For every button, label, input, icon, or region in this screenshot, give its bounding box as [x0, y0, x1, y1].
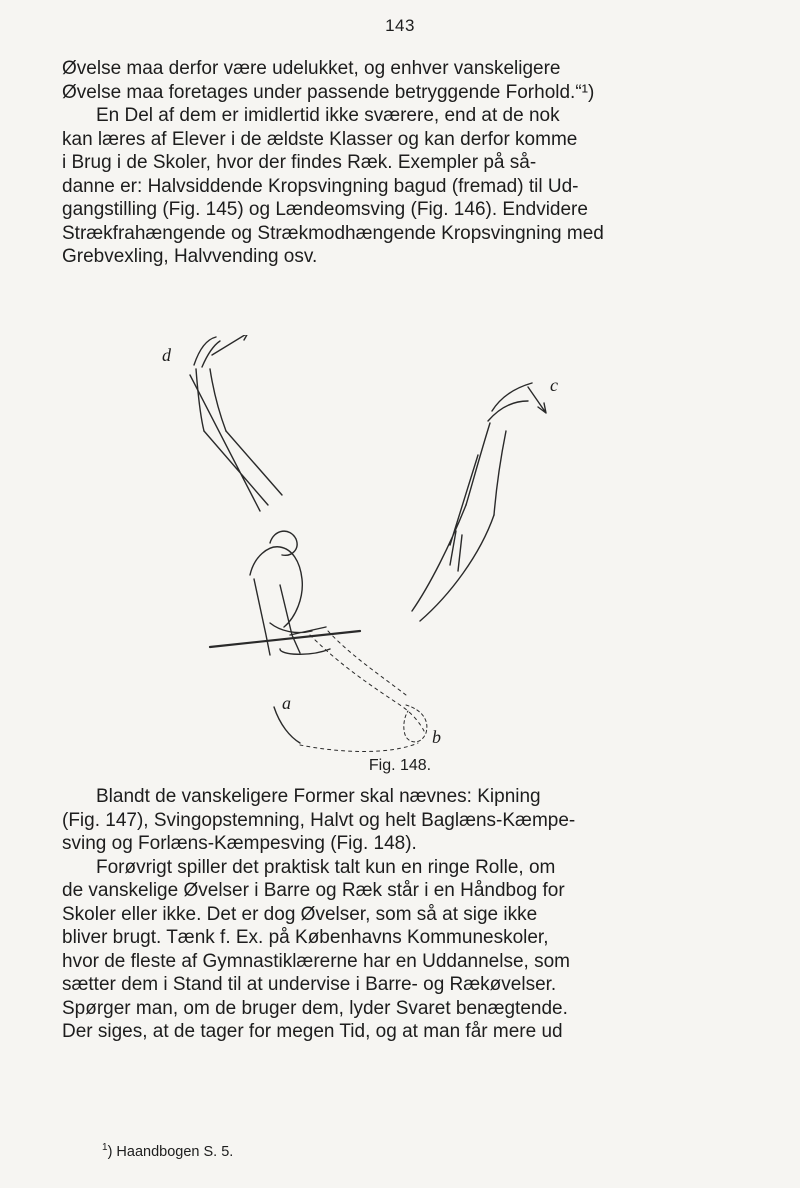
- text-line: i Brug i de Skoler, hvor der findes Ræk. Exempler på så-: [62, 152, 537, 173]
- figure-d-arms: [190, 375, 282, 511]
- figure-d-body: [196, 369, 226, 431]
- text-line: de vanskelige Øvelser i Barre og Ræk står i en Håndbog for: [62, 880, 565, 901]
- text-line: sætter dem i Stand til at undervise i Barre- og Rækøvelser.: [62, 974, 557, 995]
- text-line: gangstilling (Fig. 145) og Lændeomsving (Fig. 146). Endvidere: [62, 199, 588, 220]
- text-line: En Del af dem er imidlertid ikke sværere, end at de nok: [96, 105, 560, 126]
- footnote-marker: 1: [102, 1142, 108, 1153]
- horizontal-bar: [210, 631, 360, 647]
- text-line: (Fig. 147), Svingopstemning, Halvt og helt Baglæns-Kæmpe-: [62, 809, 576, 831]
- text-line: Grebvexling, Halvvending osv.: [62, 246, 318, 267]
- text-line: sving og Forlæns-Kæmpesving (Fig. 148).: [62, 833, 417, 854]
- figure-center-torso: [250, 547, 302, 627]
- bar-support: [280, 649, 330, 654]
- swing-path: [328, 631, 406, 695]
- text-line: hvor de fleste af Gymnastiklærerne har en Uddannelse, som: [62, 950, 570, 972]
- label-c: c: [550, 375, 558, 395]
- text-line: Strækfrahængende og Strækmodhængende Kropsvingning med: [62, 222, 604, 244]
- footnote: [102, 1142, 233, 1160]
- figure-c-body: [466, 423, 506, 515]
- paragraph-top: [62, 57, 762, 269]
- text-line: bliver brugt. Tænk f. Ex. på Københavns Kommuneskoler,: [62, 927, 549, 948]
- label-d: d: [162, 345, 171, 365]
- page-number: 143: [385, 16, 415, 35]
- text-line: Øvelse maa foretages under passende betryggende Forhold.“¹): [62, 81, 595, 103]
- label-a: a: [282, 693, 291, 713]
- figure-c-arrow: [528, 387, 546, 413]
- figure-caption: Fig. 148.: [368, 757, 432, 774]
- text-line: danne er: Halvsiddende Kropsvingning bagud (fremad) til Ud-: [62, 175, 579, 197]
- text-line: kan læres af Elever i de ældste Klasser og kan derfor komme: [62, 128, 578, 150]
- label-b: b: [432, 727, 441, 747]
- figure-b-shape: [404, 705, 427, 742]
- figure-c-arms: [412, 455, 494, 621]
- text-line: Skoler eller ikke. Det er dog Øvelser, som så at sige ikke: [62, 903, 538, 925]
- figure-d-arrow: [212, 335, 248, 355]
- figure-center-hands: [270, 623, 326, 635]
- gymnastics-figure-illustration: [150, 335, 650, 755]
- text-line: Blandt de vanskeligere Former skal nævnes: Kipning: [96, 786, 541, 807]
- figure-center-head: [270, 531, 297, 555]
- footnote-text: ) Haandbogen S. 5.: [107, 1143, 234, 1160]
- swing-path: [300, 743, 418, 752]
- text-line: Øvelse maa derfor være udelukket, og enhver vanskeligere: [62, 58, 561, 79]
- text-line: Forøvrigt spiller det praktisk talt kun en ringe Rolle, om: [96, 856, 556, 878]
- text-line: Spørger man, om de bruger dem, lyder Svaret benægtende.: [62, 997, 568, 1019]
- text-line: Der siges, at de tager for megen Tid, og at man får mere ud: [62, 1021, 563, 1042]
- figure-c-legs: [488, 383, 532, 421]
- paragraph-bottom: [62, 785, 762, 1044]
- figure-drawing: [150, 335, 650, 755]
